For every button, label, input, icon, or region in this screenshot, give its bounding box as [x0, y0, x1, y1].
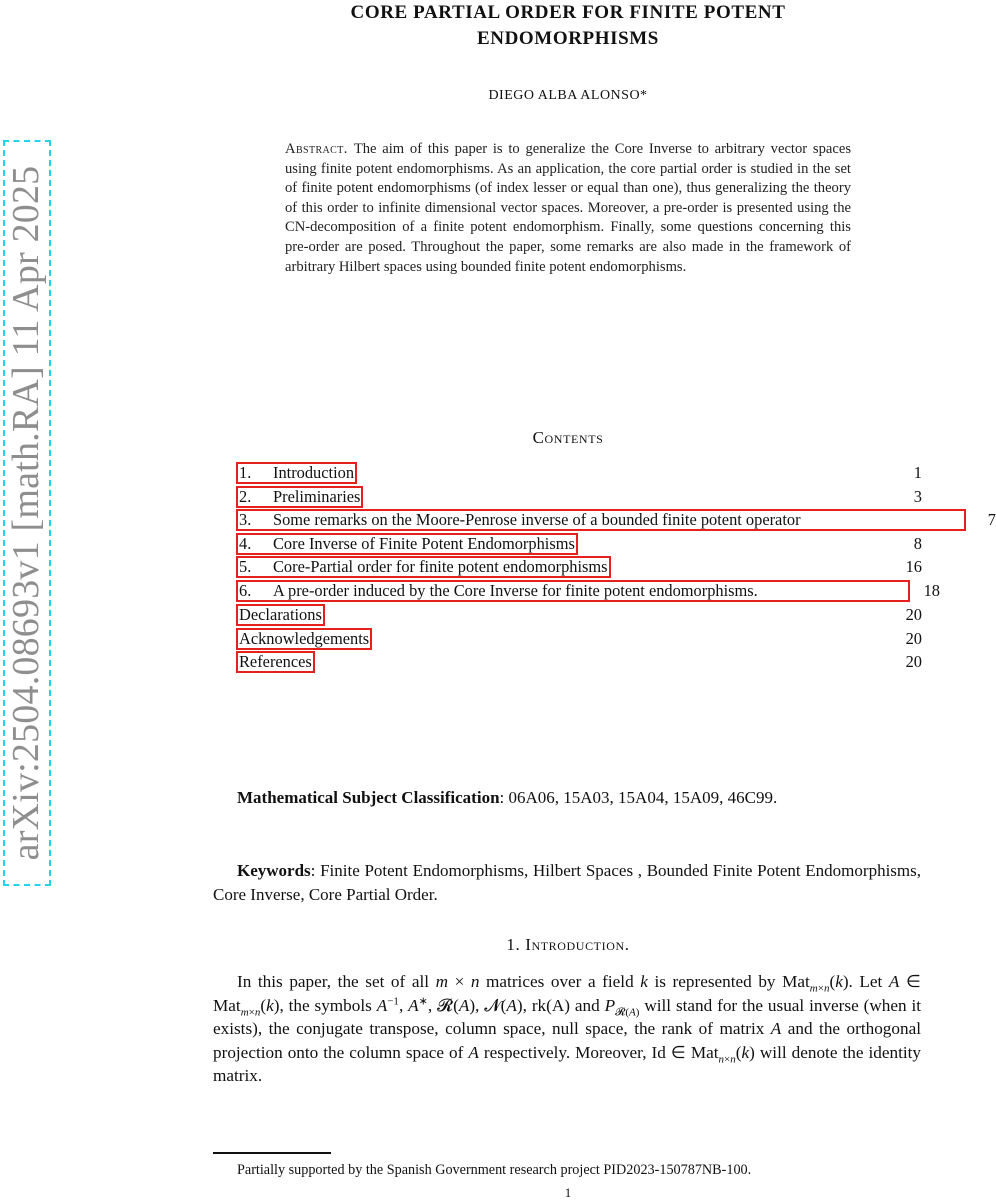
toc-page-number: 20: [905, 605, 922, 624]
toc-link-preliminaries[interactable]: [236, 486, 363, 508]
introduction-paragraph: In this paper, the set of all m × n matrices over a field k is represented by Mat$_{m\times n}$(k). Let A ∈ Mat$_{m\times n}$(k), the symbols $A^{-1}$, A∗, 𝓡(A), 𝓝(A), rk(A) and $P_{𝓡(A)}$ will stand for the usual inverse (when it exists), the conjugate transpose, column space, null space, the rank of matrix A and the orthogonal projection onto the column space of A respectively. Moreover, Id ∈ Mat$_{n\times n}$(k) will denote the identity matrix.: [213, 972, 921, 1086]
toc-number: 4.: [239, 534, 252, 553]
toc-page-number: 7: [987, 510, 996, 529]
toc-row: [236, 533, 578, 555]
toc-link-acknowledgements[interactable]: [236, 628, 372, 650]
title-line-2: ENDOMORPHISMS: [477, 28, 659, 49]
toc-number: 2.: [239, 487, 252, 506]
msc-label: Mathematical Subject Classification: [237, 788, 500, 807]
toc-number: 5.: [239, 557, 252, 576]
toc-page-number: 20: [905, 652, 922, 671]
toc-row: [236, 486, 363, 508]
section-heading-introduction: [240, 935, 896, 955]
toc-number: 3.: [239, 510, 252, 529]
paper-title: [240, 0, 896, 52]
toc-link-introduction[interactable]: [236, 462, 357, 484]
toc-label: Some remarks on the Moore-Penrose inverse of a bounded finite potent operator: [273, 510, 801, 529]
toc-link-references[interactable]: [236, 651, 315, 673]
footnote-divider: [213, 1152, 331, 1154]
title-line-1: CORE PARTIAL ORDER FOR FINITE POTENT: [350, 2, 786, 23]
toc-label: A pre-order induced by the Core Inverse for finite potent endomorphisms.: [273, 581, 758, 600]
toc-page-number: 16: [905, 557, 922, 576]
toc-label: References: [239, 652, 312, 671]
toc-page-number: 3: [913, 487, 922, 506]
toc-row: [236, 628, 372, 650]
toc-page-number: 18: [923, 581, 940, 600]
toc-link-declarations[interactable]: [236, 604, 325, 626]
section-number: 1.: [506, 935, 521, 954]
msc-codes: : 06A06, 15A03, 15A04, 15A09, 46C99.: [499, 788, 778, 807]
footnote: Partially supported by the Spanish Government research project PID2023-150787NB-100.: [237, 1162, 752, 1178]
abstract-label: Abstract.: [285, 141, 348, 157]
toc-link-core-inverse[interactable]: [236, 533, 578, 555]
toc-row: [236, 604, 325, 626]
toc-label: Introduction: [273, 463, 355, 482]
toc-link-core-partial-order[interactable]: [236, 556, 611, 578]
toc-label: Core-Partial order for finite potent endomorphisms: [273, 557, 608, 576]
toc-row: [236, 462, 357, 484]
toc-number: 1.: [239, 463, 252, 482]
toc-label: Declarations: [239, 605, 322, 624]
abstract: [285, 140, 851, 277]
section-title: Introduction.: [525, 935, 630, 954]
toc-link-moore-penrose[interactable]: [236, 509, 966, 531]
toc-row: [236, 580, 910, 608]
arxiv-stamp[interactable]: arXiv:2504.08693v1 [math.RA] 11 Apr 2025: [5, 165, 47, 861]
contents-heading: Contents: [532, 428, 604, 447]
abstract-text: The aim of this paper is to generalize the Core Inverse to arbitrary vector spaces using finite potent endomorphisms. As an application, the core partial order is studied in the set of finite potent endomorphisms (of index lesser or equal than one), thus generalizing the theory of this order to infinite dimensional vector spaces. Moreover, a pre-order is presented using the CN-decomposition of a finite potent endomorphism. Finally, some questions concerning this pre-order are posed. Throughout the paper, some remarks are also made in the framework of arbitrary Hilbert spaces using bounded finite potent endomorphisms.: [285, 141, 851, 275]
toc-page-number: 20: [905, 629, 922, 648]
toc-label: Preliminaries: [273, 487, 361, 506]
toc-number: 6.: [239, 581, 252, 600]
toc-row: [236, 651, 315, 673]
toc-page-number: 1: [913, 463, 922, 482]
toc-label: Core Inverse of Finite Potent Endomorphisms: [273, 534, 575, 553]
author-name: DIEGO ALBA ALONSO*: [488, 88, 648, 103]
keywords-label: Keywords: [237, 861, 311, 880]
keywords-text: : Finite Potent Endomorphisms, Hilbert Spaces , Bounded Finite Potent Endomorphisms, Core Inverse, Core Partial Order.: [213, 861, 921, 904]
toc-page-number: 8: [913, 534, 922, 553]
toc-row: [236, 556, 611, 578]
page-number: 1: [564, 1185, 572, 1200]
toc-label: Acknowledgements: [239, 629, 370, 648]
toc-link-pre-order[interactable]: [236, 580, 910, 602]
keywords: [213, 859, 921, 907]
subject-classification: [237, 788, 777, 808]
